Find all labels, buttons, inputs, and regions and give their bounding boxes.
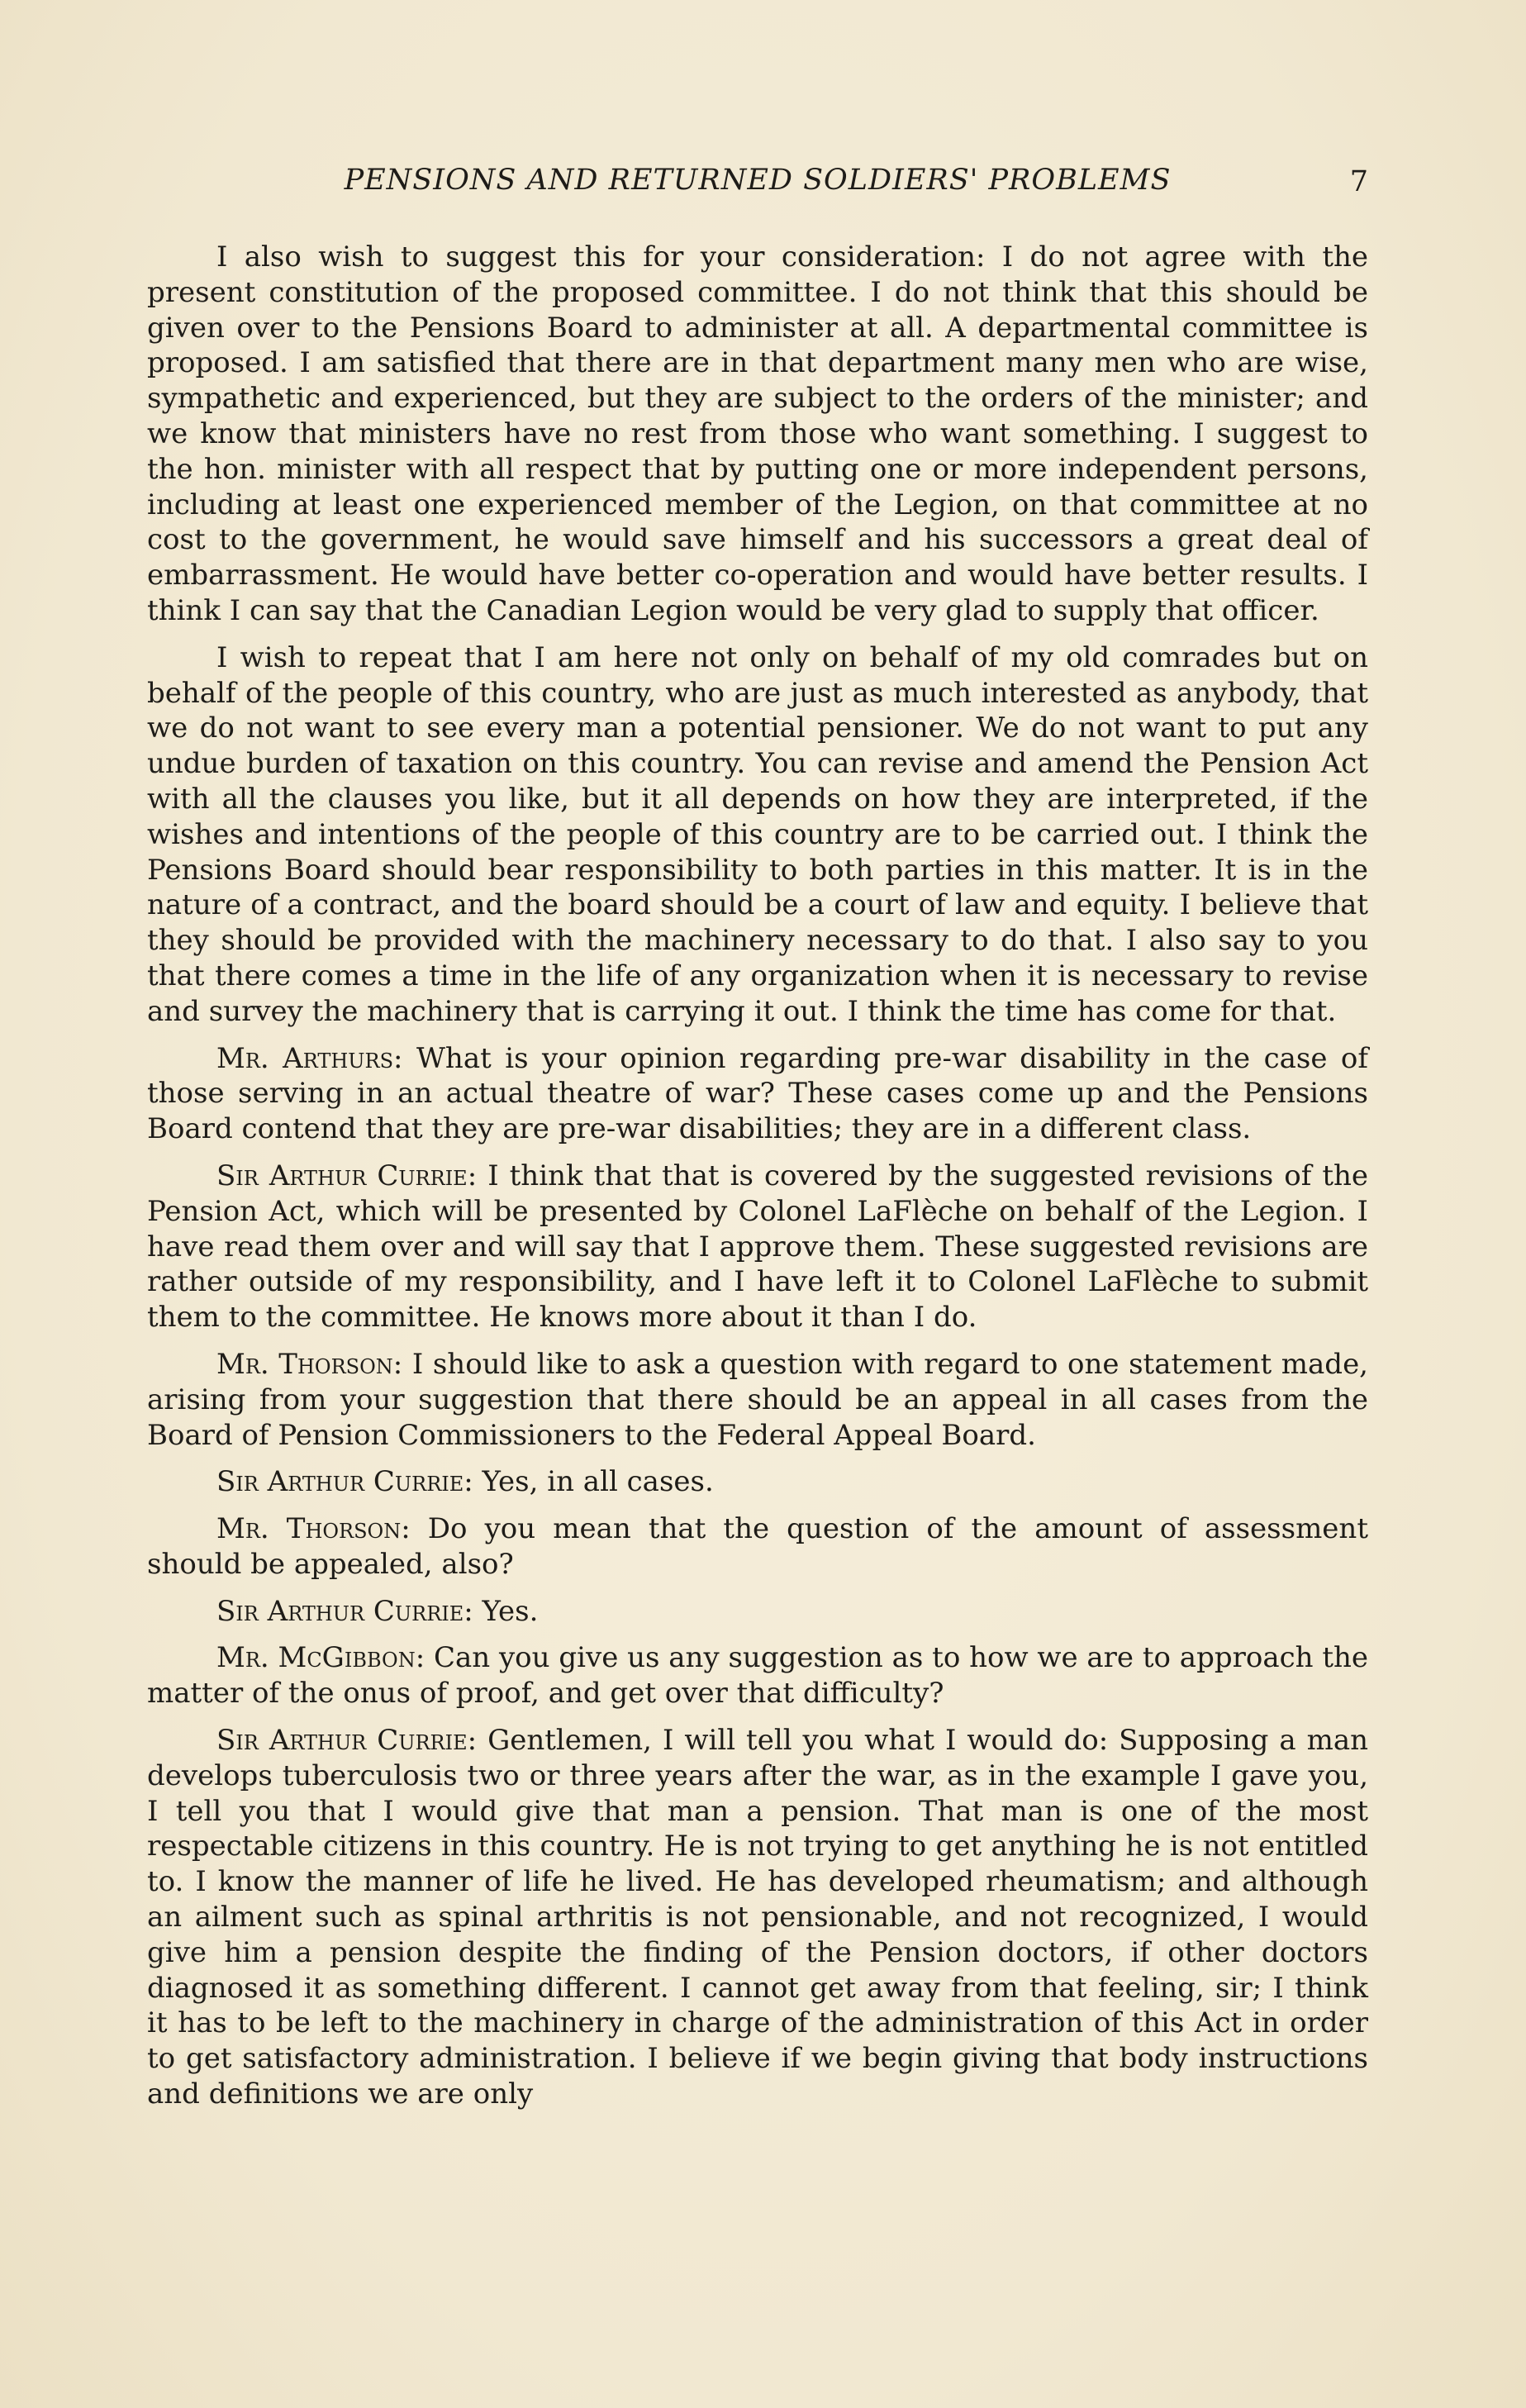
page-number: 7 bbox=[1349, 165, 1368, 198]
speaker-name: Mr. Arthurs: bbox=[216, 1041, 403, 1075]
paragraph-text: Yes. bbox=[482, 1594, 539, 1628]
speaker-name: Mr. Thorson: bbox=[216, 1347, 403, 1381]
speaker-name: Sir Arthur Currie: bbox=[216, 1159, 478, 1192]
paragraph-text: I wish to repeat that I am here not only on behalf of my old comrades but on behalf of the people of this country, who are just as much interested as anybody, that we do not want to see every man a potential pensioner. We do not want to put any undue burden of taxation on this country. You can revise and amend the Pension Act with all the clauses you like, but it all depends on how they are interpreted, if the wishes and intentions of the people of this country are to be carried out. I think the Pensions Board should bear responsibility to both parties in this matter. It is in the nature of a contract, and the board should be a court of law and equity. I believe that they should be provided with the machinery necessary to do that. I also say to you that there comes a time in the life of any organization when it is necessary to revise and survey the machinery that is carrying it out. I think the time has come for that. bbox=[147, 640, 1368, 1028]
paragraph bbox=[147, 1723, 1368, 2112]
running-head: PENSIONS AND RETURNED SOLDIERS' PROBLEMS bbox=[344, 164, 1172, 197]
speaker-name: Sir Arthur Currie: bbox=[216, 1594, 473, 1628]
paragraph bbox=[147, 640, 1368, 1030]
speaker-name: Sir Arthur Currie: bbox=[216, 1724, 478, 1758]
paragraph bbox=[147, 240, 1368, 629]
paragraph bbox=[147, 1511, 1368, 1582]
paragraph-text: Do you mean that the question of the amount of assessment should be appealed, also? bbox=[147, 1512, 1368, 1581]
paragraph-text: I also wish to suggest this for your consideration: I do not agree with the present constitution of the proposed committee. I do not think that this should be given over to the Pensions Board to administer at all. A departmental committee is proposed. I am satisfied that there are in that department many men who are wise, sympathetic and experienced, but they are subject to the orders of the minister; and we know that ministers have no rest from those who want something. I suggest to the hon. minister with all respect that by putting one or more independent persons, including at least one experienced member of the Legion, on that committee at no cost to the government, he would save himself and his successors a great deal of embarrassment. He would have better co-operation and would have better results. I think I can say that the Canadian Legion would be very glad to supply that officer. bbox=[147, 240, 1368, 627]
paragraph bbox=[147, 1594, 1368, 1630]
paragraph-text: Can you give us any suggestion as to how we are to approach the matter of the onus of proof, and get over that difficulty? bbox=[147, 1641, 1369, 1711]
paragraph bbox=[147, 1041, 1368, 1147]
paragraph-text: I should like to ask a question with regard to one statement made, arising from your suggestion that there should be an appeal in all cases from the Board of Pension Commissioners to the Federal Appeal Board. bbox=[147, 1347, 1368, 1452]
paragraph-text: What is your opinion regarding pre-war disability in the case of those serving in an actual theatre of war? These cases come up and the Pensions Board contend that they are pre-war disabilities; they are in a different class. bbox=[147, 1041, 1368, 1146]
paragraph bbox=[147, 1347, 1368, 1453]
page-header bbox=[147, 164, 1368, 213]
paragraph-text: Gentlemen, I will tell you what I would do: Supposing a man develops tuberculosis two or three years after the war, as in the example I gave you, I tell you that I would give that man a pension. That man is one of the most respectable citizens in this country. He is not trying to get anything he is not entitled to. I know the manner of life he lived. He has developed rheumatism; and although an ailment such as spinal arthritis is not pensionable, and not recognized, I would give him a pension despite the finding of the Pension doctors, if other doctors diagnosed it as something different. I cannot get away from that feeling, sir; I think it has to be left to the machinery in charge of the administration of this Act in order to get satisfactory administration. I believe if we begin giving that body instructions and definitions we are only bbox=[147, 1724, 1368, 2111]
paragraph bbox=[147, 1464, 1368, 1500]
speaker-name: Sir Arthur Currie: bbox=[216, 1465, 473, 1499]
paragraph bbox=[147, 1640, 1368, 1711]
paragraph bbox=[147, 1159, 1368, 1335]
speaker-name: Mr. Thorson: bbox=[216, 1512, 411, 1546]
paragraph-text: I think that that is covered by the suggested revisions of the Pension Act, which will be presented by Colonel LaFlèche on behalf of the Legion. I have read them over and will say that I approve them. These suggested revisions are rather outside of my responsibility, and I have left it to Colonel LaFlèche to submit them to the committee. He knows more about it than I do. bbox=[147, 1159, 1369, 1335]
body-text bbox=[147, 240, 1368, 2124]
speaker-name: Mr. McGibbon: bbox=[216, 1641, 425, 1675]
paragraph-text: Yes, in all cases. bbox=[482, 1465, 714, 1499]
